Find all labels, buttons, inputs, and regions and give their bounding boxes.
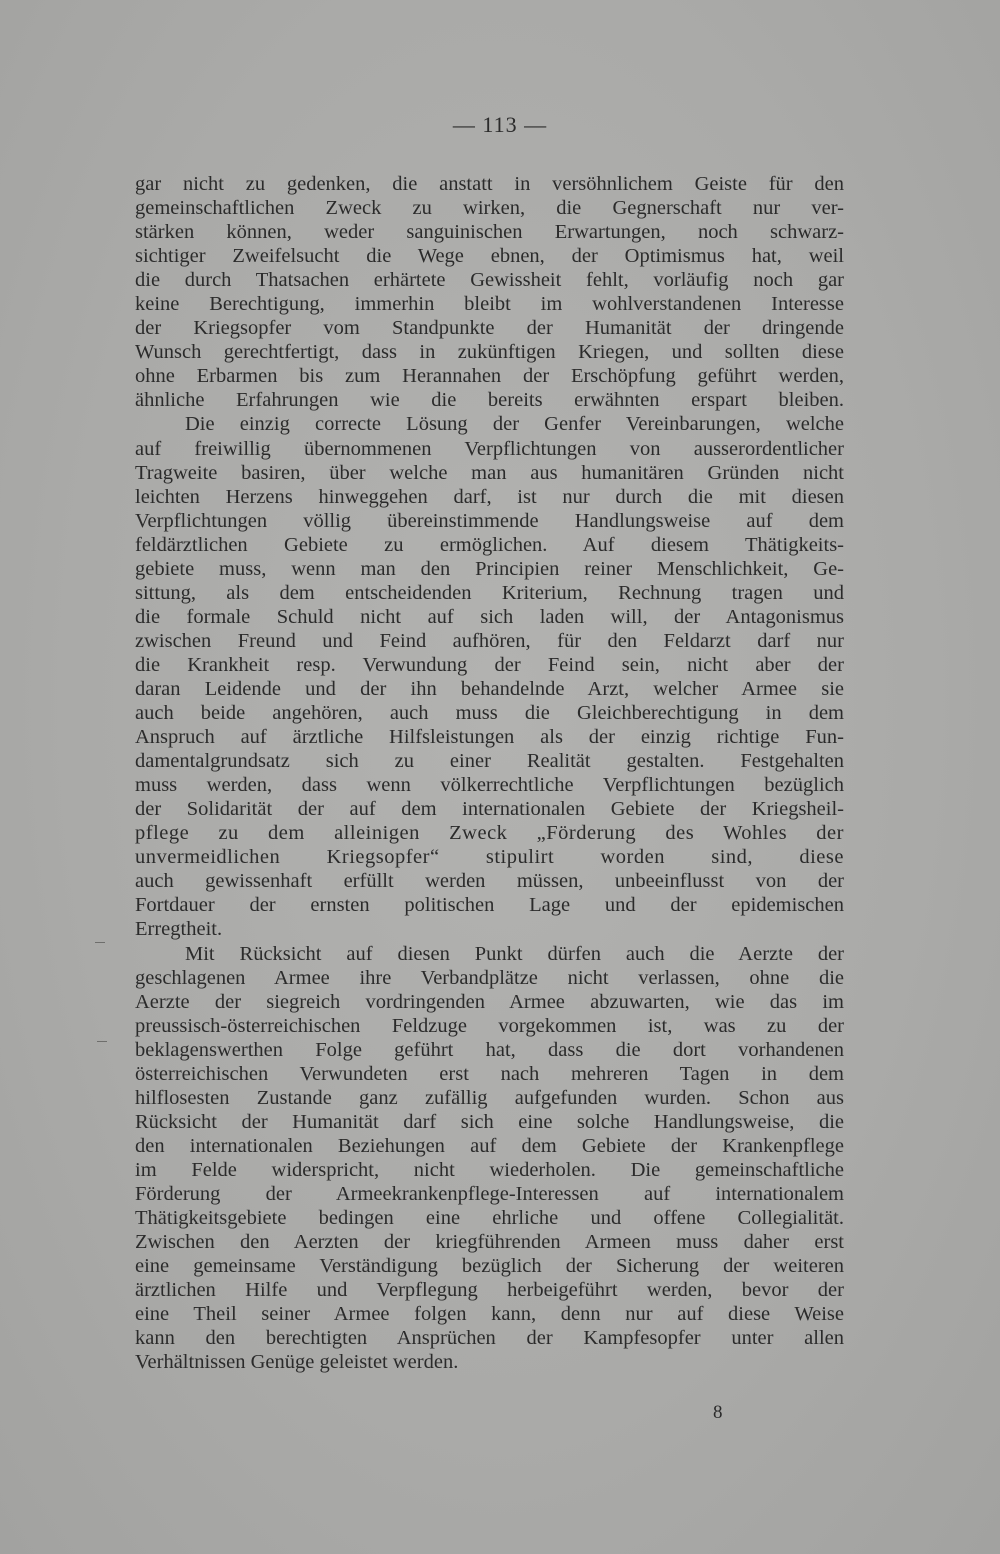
text-line: der Solidarität der auf dem internationalen Gebiete der Kriegsheil- — [135, 798, 844, 821]
text-line: Zwischen den Aerzten der kriegführenden Armeen muss daher erst — [135, 1231, 844, 1254]
text-line: Verhältnissen Genüge geleistet werden. — [135, 1351, 459, 1374]
text-line: keine Berechtigung, immerhin bleibt im wohlverstandenen Interesse — [135, 293, 844, 316]
text-line: die formale Schuld nicht auf sich laden will, der Antagonismus — [135, 605, 844, 628]
text-line: gar nicht zu gedenken, die anstatt in versöhnlichem Geiste für den — [135, 173, 844, 195]
page-number-header: — 113 — — [452, 112, 548, 137]
margin-mark — [97, 1041, 107, 1042]
text-line: Tragweite basiren, über welche man aus humanitären Gründen nicht — [135, 461, 844, 484]
signature-mark: 8 — [713, 1402, 723, 1423]
text-line: Verpflichtungen völlig übereinstimmende Handlungsweise auf dem — [135, 509, 844, 532]
text-line: sittung, als dem entscheidenden Kriterium, Rechnung tragen und — [135, 581, 844, 604]
text-line: pflege zu dem alleinigen Zweck „Förderung des Wohles der — [135, 822, 844, 845]
text-line: eine gemeinsame Verständigung bezüglich der Sicherung der weiteren — [135, 1255, 844, 1278]
text-line: auch beide angehören, auch muss die Gleichberechtigung in dem — [135, 702, 844, 725]
text-line: Wunsch gerechtfertigt, dass in zukünftigen Kriegen, und sollten diese — [135, 341, 844, 364]
text-line: gemeinschaftlichen Zweck zu wirken, die Gegnerschaft nur ver- — [135, 197, 844, 220]
text-line: sichtiger Zweifelsucht die Wege ebnen, der Optimismus hat, weil — [135, 245, 844, 268]
text-line: Erregtheit. — [135, 918, 223, 941]
text-line: Förderung der Armeekrankenpflege-Interessen auf internationalem — [135, 1182, 844, 1205]
margin-mark — [95, 942, 105, 943]
text-line: österreichischen Verwundeten erst nach mehreren Tagen in dem — [135, 1062, 844, 1085]
text-line: eine Theil seiner Armee folgen kann, denn nur auf diese Weise — [135, 1303, 844, 1326]
text-line: Fortdauer der ernsten politischen Lage und der epidemischen — [135, 894, 844, 917]
text-line: leichten Herzens hinweggehen darf, ist nur durch die mit diesen — [135, 485, 844, 508]
text-line: Rücksicht der Humanität darf sich eine solche Handlungsweise, die — [135, 1110, 844, 1133]
text-line: unvermeidlichen Kriegsopfer“ stipulirt worden sind, diese — [135, 846, 844, 869]
text-line: Die einzig correcte Lösung der Genfer Vereinbarungen, welche — [185, 413, 844, 436]
text-line: kann den berechtigten Ansprüchen der Kampfesopfer unter allen — [135, 1327, 844, 1350]
text-line: auch gewissenhaft erfüllt werden müssen, unbeeinflusst von der — [135, 870, 844, 893]
text-line: Anspruch auf ärztliche Hilfsleistungen als der einzig richtige Fun- — [135, 726, 844, 749]
text-line: Aerzte der siegreich vordringenden Armee abzuwarten, wie das im — [135, 990, 844, 1013]
text-line: stärken können, weder sanguinischen Erwartungen, noch schwarz- — [135, 221, 844, 244]
text-line: zwischen Freund und Feind aufhören, für den Feldarzt darf nur — [135, 629, 844, 652]
text-line: den internationalen Beziehungen auf dem Gebiete der Krankenpflege — [135, 1134, 844, 1157]
text-line: der Kriegsopfer vom Standpunkte der Humanität der dringende — [135, 317, 844, 340]
text-line: auf freiwillig übernommenen Verpflichtungen von ausserordentlicher — [135, 437, 844, 460]
text-line: ärztlichen Hilfe und Verpflegung herbeigeführt werden, bevor der — [135, 1279, 844, 1302]
text-line: Thätigkeitsgebiete bedingen eine ehrliche und offene Collegialität. — [135, 1207, 844, 1230]
body-text — [135, 172, 844, 1374]
text-line: die durch Thatsachen erhärtete Gewissheit fehlt, vorläufig noch gar — [135, 269, 844, 292]
text-line: preussisch-österreichischen Feldzuge vorgekommen ist, was zu der — [135, 1014, 844, 1037]
text-line: geschlagenen Armee ihre Verbandplätze nicht verlassen, ohne die — [135, 966, 844, 989]
text-line: Mit Rücksicht auf diesen Punkt dürfen auch die Aerzte der — [185, 942, 844, 965]
text-line: hilflosesten Zustande ganz zufällig aufgefunden wurden. Schon aus — [135, 1086, 844, 1109]
text-line: beklagenswerthen Folge geführt hat, dass die dort vorhandenen — [135, 1038, 844, 1061]
text-line: daran Leidende und der ihn behandelnde Arzt, welcher Armee sie — [135, 677, 844, 700]
text-line: die Krankheit resp. Verwundung der Feind sein, nicht aber der — [135, 653, 844, 676]
text-line: ähnliche Erfahrungen wie die bereits erwähnten erspart bleiben. — [135, 389, 844, 412]
text-line: im Felde widerspricht, nicht wiederholen. Die gemeinschaftliche — [135, 1158, 844, 1181]
text-line: gebiete muss, wenn man den Principien reiner Menschlichkeit, Ge- — [135, 557, 844, 580]
text-line: damentalgrundsatz sich zu einer Realität gestalten. Festgehalten — [135, 750, 844, 773]
text-line: feldärztlichen Gebiete zu ermöglichen. Auf diesem Thätigkeits- — [135, 533, 844, 556]
text-line: ohne Erbarmen bis zum Herannahen der Erschöpfung geführt werden, — [135, 365, 844, 388]
text-line: muss werden, dass wenn völkerrechtliche Verpflichtungen bezüglich — [135, 774, 844, 797]
